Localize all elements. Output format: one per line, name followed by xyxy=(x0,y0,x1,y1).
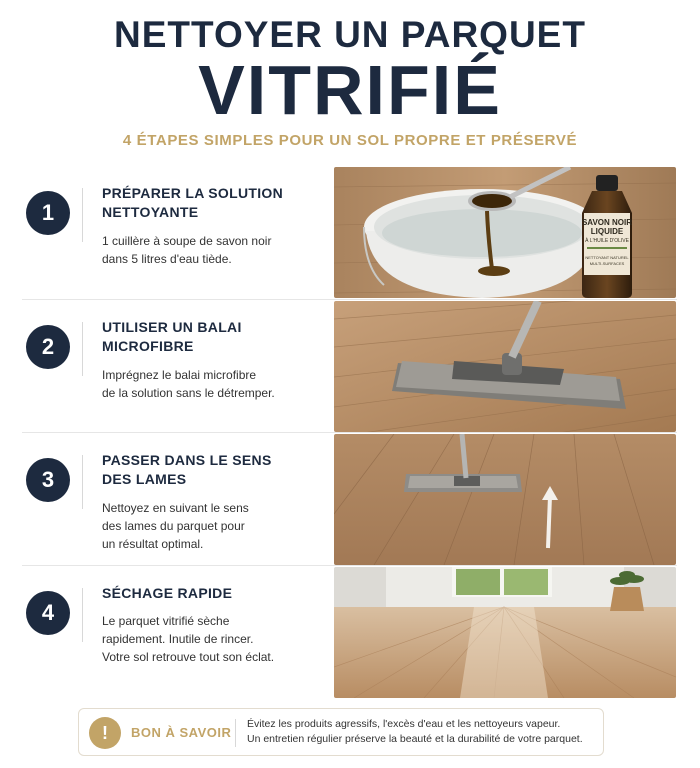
tip-box xyxy=(78,708,604,756)
exclamation-icon: ! xyxy=(89,717,121,749)
page-title: NETTOYER UN PARQUET xyxy=(114,14,586,55)
step-title-line: PASSER DANS LE SENS xyxy=(102,452,272,468)
step-title-line: SÉCHAGE RAPIDE xyxy=(102,585,233,601)
step-photo-room xyxy=(334,567,676,698)
step-divider xyxy=(82,588,83,642)
step-description-line: des lames du parquet pour xyxy=(102,519,245,533)
step-4 xyxy=(22,565,677,698)
step-description-line: rapidement. Inutile de rincer. xyxy=(102,632,254,646)
step-description-line: Imprégnez le balai microfibre xyxy=(102,368,257,382)
bottle-label-text: NETTOYANT NATUREL xyxy=(585,255,629,260)
step-description-line: Le parquet vitrifié sèche xyxy=(102,614,230,628)
step-description-line: 1 cuillère à soupe de savon noir xyxy=(102,234,272,248)
step-description xyxy=(102,499,322,553)
step-description-line: dans 5 litres d'eau tiède. xyxy=(102,252,232,266)
tip-text-line: Évitez les produits agressifs, l'excès d'eau et les nettoyeurs vapeur. xyxy=(247,718,561,730)
step-divider xyxy=(82,455,83,509)
bottle-label-text: LIQUIDE xyxy=(590,227,624,236)
bottle-label-text: À L'HUILE D'OLIVE xyxy=(585,238,629,244)
tip-label: BON À SAVOIR xyxy=(131,725,232,740)
bucket-spoon-bottle-image xyxy=(334,167,676,298)
step-title-line: MICROFIBRE xyxy=(102,338,194,354)
step-title xyxy=(102,318,322,356)
step-description xyxy=(102,612,322,666)
step-number-badge: 1 xyxy=(26,191,70,235)
step-divider xyxy=(82,188,83,242)
bottle-label-text: SAVON NOIR xyxy=(581,218,633,227)
step-title-line: DES LAMES xyxy=(102,471,187,487)
step-3 xyxy=(22,432,677,565)
bottle-label-text: MULTI-SURFACES xyxy=(589,261,625,266)
step-2 xyxy=(22,299,677,432)
step-title-line: NETTOYANTE xyxy=(102,204,199,220)
step-photo-direction xyxy=(334,434,676,565)
step-title xyxy=(102,184,322,222)
step-title xyxy=(102,584,322,603)
tip-text xyxy=(247,717,599,747)
tip-text-line: Un entretien régulier préserve la beauté et la durabilité de votre parquet. xyxy=(247,733,583,745)
step-title-line: PRÉPARER LA SOLUTION xyxy=(102,185,284,201)
clean-room-image xyxy=(334,567,676,698)
step-title xyxy=(102,451,322,489)
step-number-badge: 3 xyxy=(26,458,70,502)
step-title-line: UTILISER UN BALAI xyxy=(102,319,242,335)
page-subtitle: 4 ÉTAPES SIMPLES POUR UN SOL PROPRE ET PRÉSERVÉ xyxy=(122,132,578,149)
step-photo-microfiber-mop xyxy=(334,301,676,432)
mop-direction-image xyxy=(334,434,676,565)
step-1 xyxy=(22,166,677,299)
microfiber-mop-image xyxy=(334,301,676,432)
step-divider xyxy=(82,322,83,376)
step-description-line: Nettoyez en suivant le sens xyxy=(102,501,249,515)
step-photo-bucket-soap xyxy=(334,167,676,298)
page-title-main: VITRIFIÉ xyxy=(198,51,502,129)
step-number-badge: 4 xyxy=(26,591,70,635)
step-description-line: de la solution sans le détremper. xyxy=(102,386,275,400)
step-description-line: un résultat optimal. xyxy=(102,537,204,551)
step-description xyxy=(102,366,322,402)
tip-divider xyxy=(235,719,236,747)
step-number-badge: 2 xyxy=(26,325,70,369)
step-description xyxy=(102,232,322,268)
steps-list xyxy=(22,166,677,698)
step-description-line: Votre sol retrouve tout son éclat. xyxy=(102,650,275,664)
